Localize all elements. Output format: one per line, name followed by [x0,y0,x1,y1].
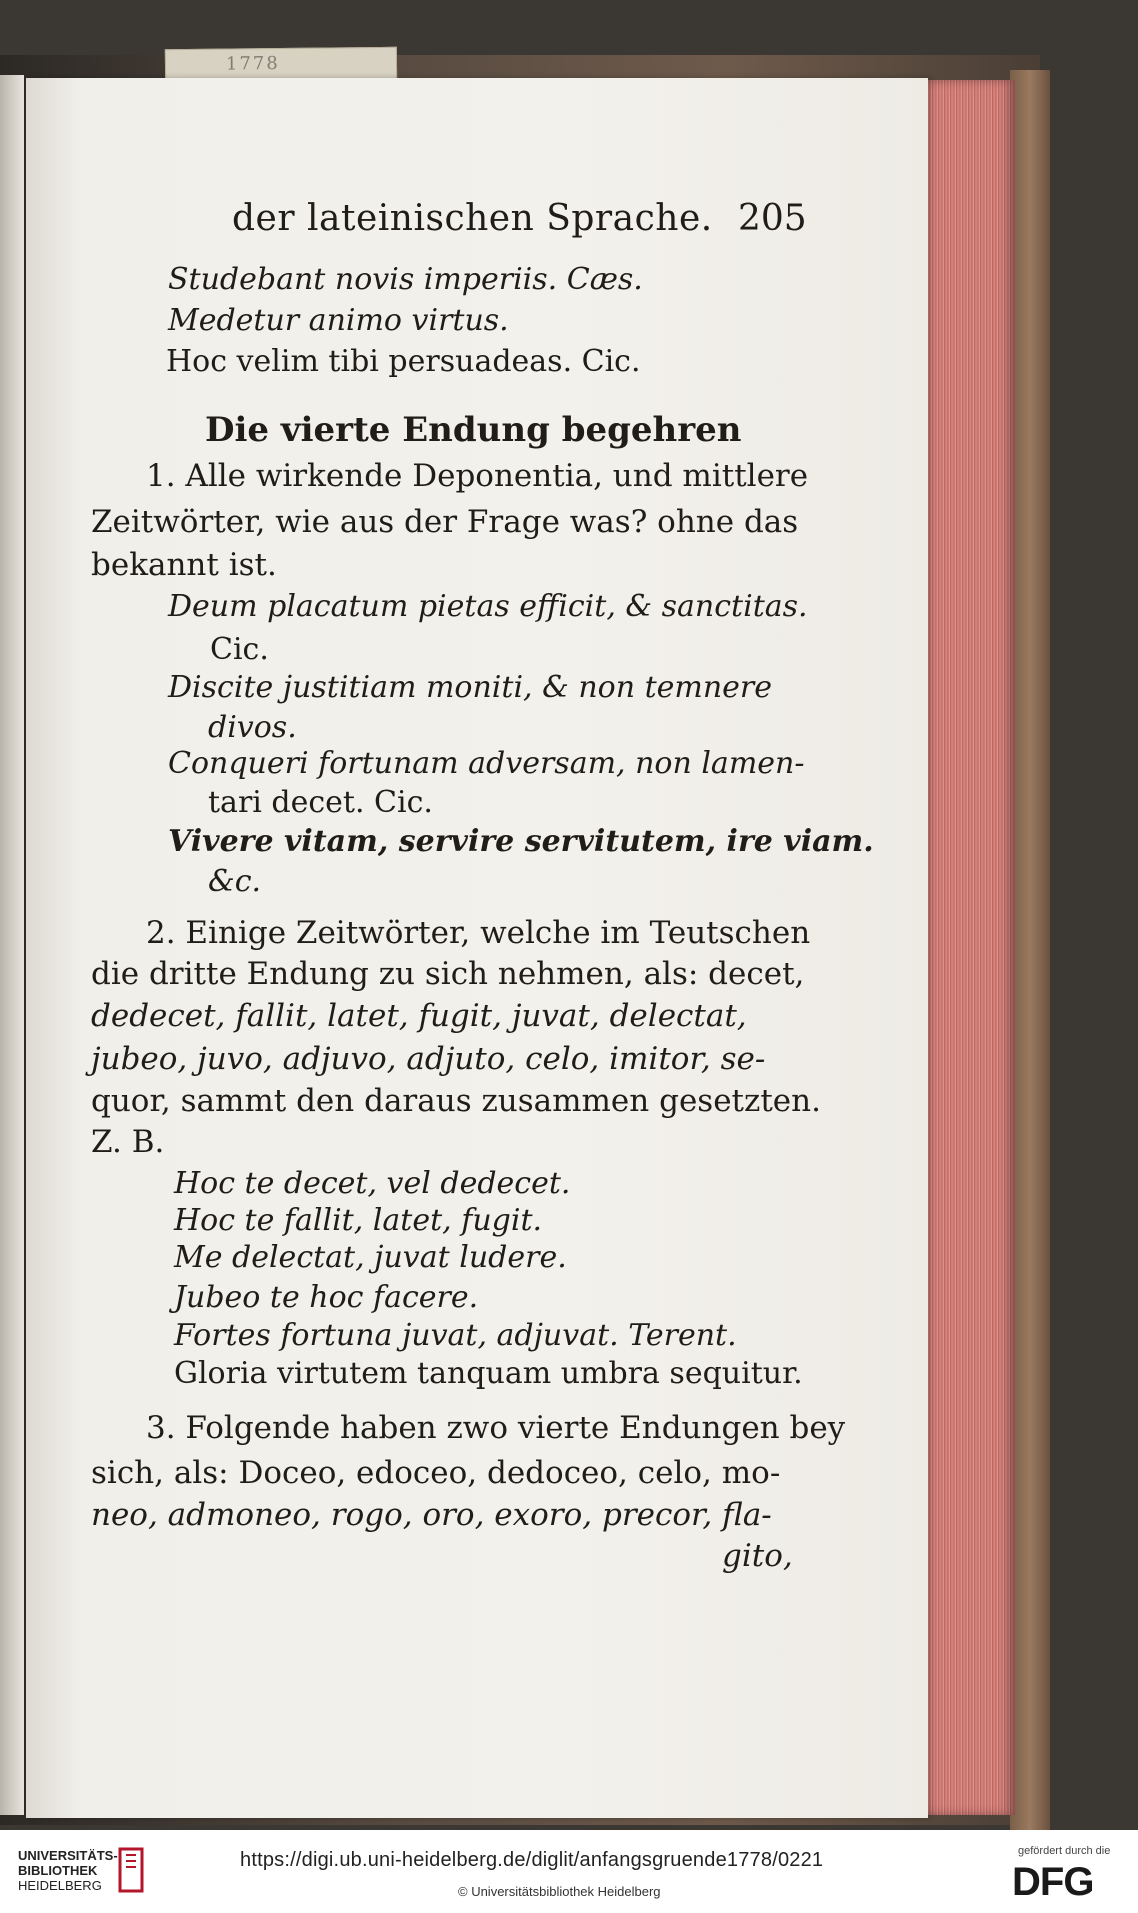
page-edges-red [920,80,1015,1815]
text-line: Gloria virtutem tanquam umbra sequitur. [174,1356,803,1391]
text-line: neo, admoneo, rogo, oro, exoro, precor, fla- [91,1497,772,1533]
text-line: Medetur animo virtus. [168,303,509,338]
text-line: jubeo, juvo, adjuvo, adjuto, celo, imitor, se- [91,1041,766,1077]
text-line: Hoc te decet, vel dedecet. [174,1166,571,1201]
library-name-3: HEIDELBERG [18,1878,102,1893]
text-line: Studebant novis imperiis. Cæs. [168,262,643,297]
library-name-1: UNIVERSITÄTS- [18,1848,118,1863]
bookmark-text: 1778 [225,53,280,75]
text-line: Deum placatum pietas efficit, & sanctitas. [168,589,808,624]
text-line: Me delectat, juvat ludere. [174,1240,567,1275]
text-line: 3. Folgende haben zwo vierte Endungen bey [146,1410,846,1446]
text-line: bekannt ist. [91,547,277,583]
text-line: tari decet. Cic. [208,785,433,820]
left-page-edge [0,75,24,1815]
funding-note: gefördert durch die [1018,1845,1111,1857]
dfg-logo: DFG [1012,1860,1094,1904]
page-url-link[interactable]: https://digi.ub.uni-heidelberg.de/diglit/anfangsgruende1778/0221 [240,1849,824,1871]
text-line: Fortes fortuna juvat, adjuvat. Terent. [174,1318,737,1353]
text-line: Jubeo te hoc facere. [174,1280,479,1315]
library-logo-icon [112,1845,152,1895]
text-line: sich, als: Doceo, edoceo, dedoceo, celo, mo- [91,1455,781,1491]
text-line: Conqueri fortunam adversam, non lamen- [168,746,805,781]
running-header: der lateinischen Sprache. [232,198,713,239]
copyright-notice: © Universitätsbibliothek Heidelberg [458,1884,661,1899]
text-line: dedecet, fallit, latet, fugit, juvat, delectat, [91,998,747,1034]
text-line: divos. [208,710,297,745]
text-line: Zeitwörter, wie aus der Frage was? ohne das [91,504,799,540]
text-line: Discite justitiam moniti, & non temnere [168,670,773,705]
text-line: Z. B. [91,1124,165,1160]
book-cover [1010,70,1050,1830]
section-heading: Die vierte Endung begehren [205,410,742,450]
text-line: Vivere vitam, servire servitutem, ire viam. [168,824,874,859]
text-line: Hoc te fallit, latet, fugit. [174,1203,543,1238]
text-line: 1. Alle wirkende Deponentia, und mittlere [146,458,809,494]
library-name-2: BIBLIOTHEK [18,1863,98,1878]
text-line: Cic. [210,632,269,667]
text-line: die dritte Endung zu sich nehmen, als: decet, [91,956,805,992]
text-line: gito, [722,1538,793,1574]
library-logo-text [18,1848,118,1893]
text-line: quor, sammt den daraus zusammen gesetzten. [91,1083,821,1119]
text-line: Hoc velim tibi persuadeas. Cic. [166,344,641,379]
page-number: 205 [738,198,807,239]
text-line: 2. Einige Zeitwörter, welche im Teutschen [146,915,811,951]
text-line: &c. [208,864,262,899]
